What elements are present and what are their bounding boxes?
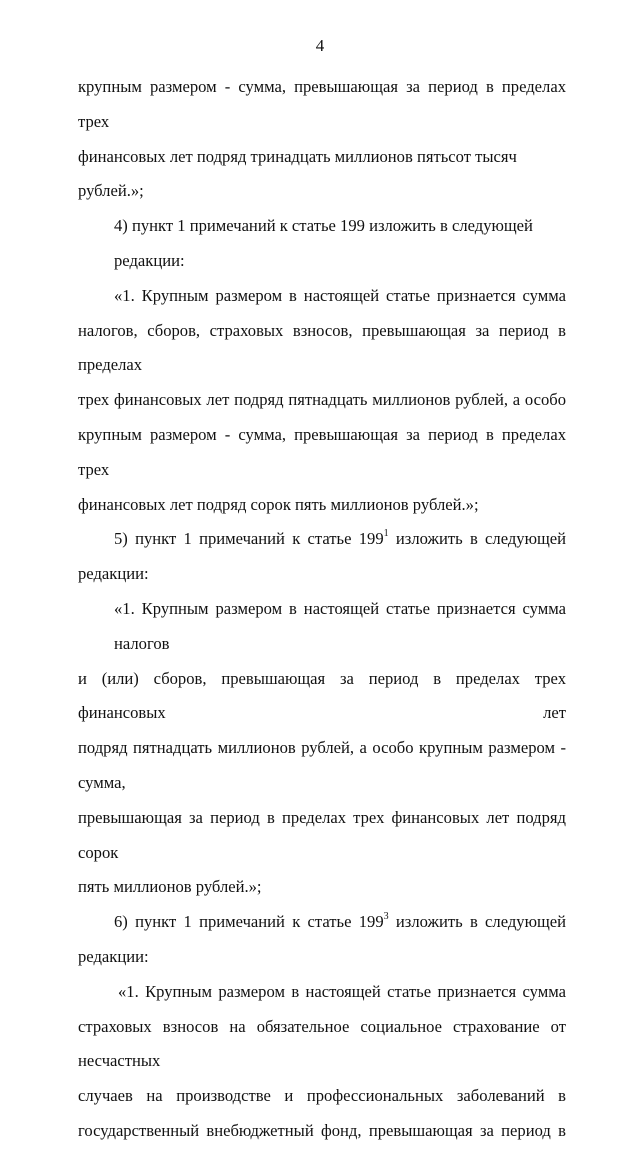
text-line: редакции: <box>78 946 149 966</box>
text-line <box>78 905 566 940</box>
text-line <box>78 522 566 557</box>
item-5-text-after: изложить в следующей <box>388 529 566 549</box>
text-line: редакции: <box>78 564 149 584</box>
text-line: «1. Крупным размером в настоящей статье признается сумма <box>114 285 566 305</box>
text-line: подряд пятнадцать миллионов рублей, а особо крупным размером - сумма, <box>78 738 566 792</box>
text-line: пять миллионов рублей.»; <box>78 877 262 897</box>
document-body <box>78 70 566 1149</box>
text-line: «1. Крупным размером в настоящей статье признается сумма налогов <box>114 598 566 653</box>
paragraph-continuation <box>78 70 566 209</box>
item-5-text-before: 5) пункт 1 примечаний к статье 199 <box>114 529 384 549</box>
paragraph-item-4 <box>78 209 566 279</box>
item-6-text-after: изложить в следующей <box>388 912 566 932</box>
text-line: крупным размером - сумма, превышающая за период в пределах трех <box>78 77 566 131</box>
paragraph-item-6 <box>78 905 566 975</box>
item-6-text-before: 6) пункт 1 примечаний к статье 199 <box>114 912 384 932</box>
article-superscript: 1 <box>383 528 389 540</box>
text-line: «1. Крупным размером в настоящей статье признается сумма <box>118 981 566 1001</box>
text-line: крупным размером - сумма, превышающая за период в пределах трех <box>78 424 566 479</box>
text-line: превышающая за период в пределах трех финансовых лет подряд сорок <box>78 807 566 862</box>
page-number: 4 <box>315 36 325 55</box>
paragraph-quote-199 <box>78 279 566 523</box>
text-line: и (или) сборов, превышающая за период в пределах трех финансовых лет <box>78 668 566 723</box>
paragraph-item-5 <box>78 522 566 592</box>
text-line: 4) пункт 1 примечаний к статье 199 изложить в следующей редакции: <box>114 216 533 270</box>
article-superscript: 3 <box>383 911 389 923</box>
text-line: случаев на производстве и профессиональных заболеваний в <box>78 1086 566 1106</box>
text-line: финансовых лет подряд тринадцать миллионов пятьсот тысяч рублей.»; <box>78 146 517 201</box>
paragraph-quote-199-3 <box>78 975 566 1149</box>
text-line: финансовых лет подряд сорок пять миллионов рублей.»; <box>78 494 479 514</box>
paragraph-quote-199-1 <box>78 592 566 905</box>
text-line: государственный внебюджетный фонд, превышающая за период в <box>78 1120 566 1140</box>
text-line: страховых взносов на обязательное социальное страхование от несчастных <box>78 1016 566 1071</box>
text-line: трех финансовых лет подряд пятнадцать миллионов рублей, а особо <box>78 390 566 410</box>
text-line: налогов, сборов, страховых взносов, превышающая за период в пределах <box>78 320 566 375</box>
